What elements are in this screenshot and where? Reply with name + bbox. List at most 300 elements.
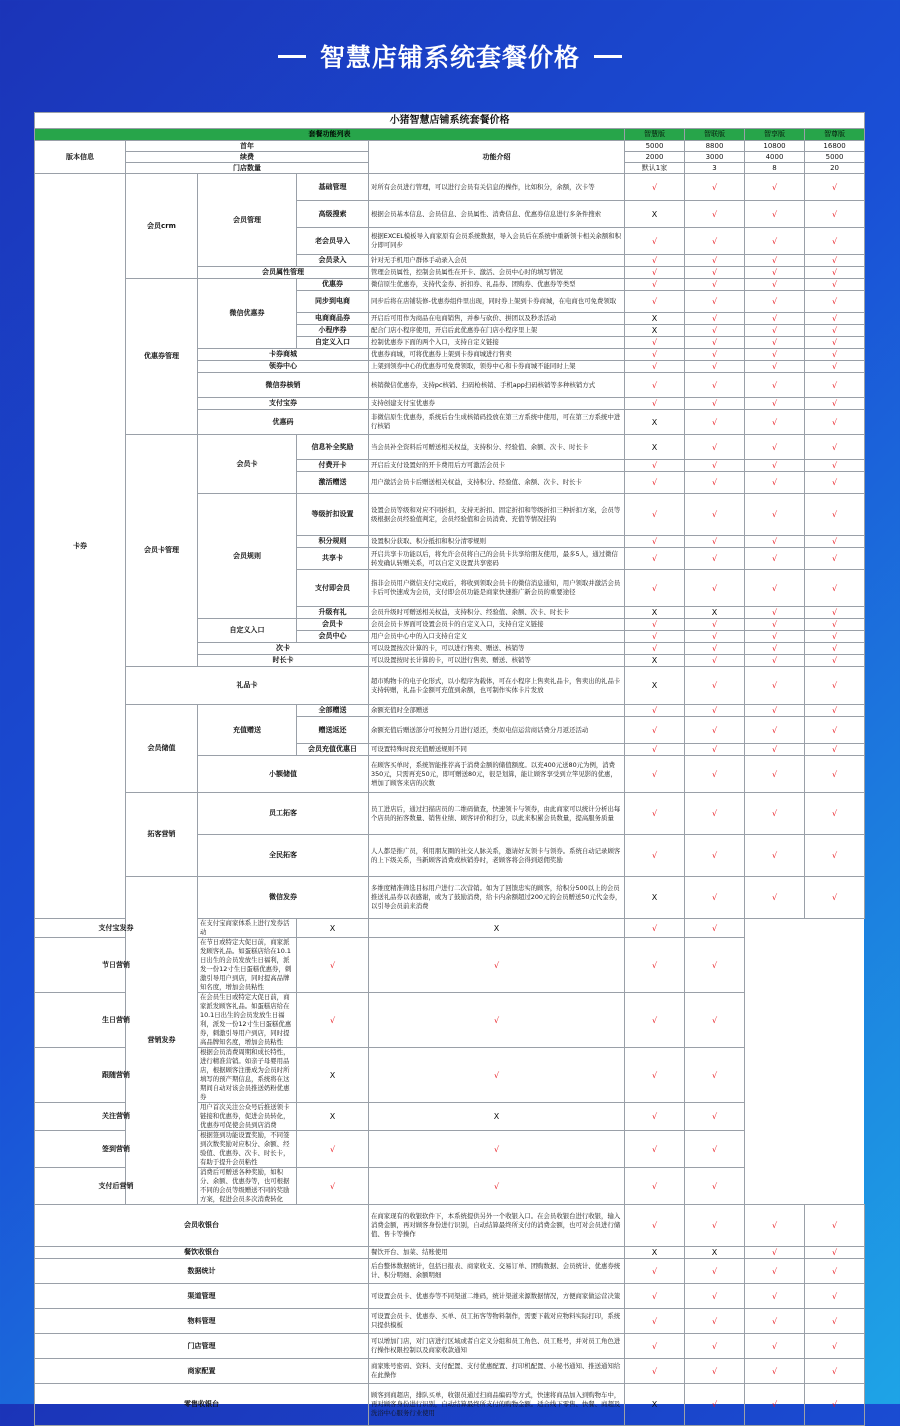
group-label: 卡券 xyxy=(35,174,126,919)
check-mark: √ xyxy=(369,993,625,1048)
check-mark: √ xyxy=(805,472,865,494)
check-mark: √ xyxy=(685,1259,745,1284)
feature-description: 可以设置按次计算的卡，可以进行售卖、赠送、核销等 xyxy=(369,643,625,655)
feature-label: 卡券商城 xyxy=(198,349,369,361)
group-label: 优惠券管理 xyxy=(126,279,198,435)
check-mark: √ xyxy=(685,494,745,536)
feature-row xyxy=(35,1103,865,1131)
check-mark: √ xyxy=(685,325,745,337)
check-mark: √ xyxy=(369,1168,625,1205)
check-mark: √ xyxy=(685,1168,745,1205)
cross-mark: X xyxy=(625,877,685,919)
page-title: 智慧店铺系统套餐价格 xyxy=(319,43,580,72)
check-mark: √ xyxy=(625,938,685,993)
feature-description: 当会员补全资料后可赠送相关权益，支持积分、经验值、余额、次卡、时长卡 xyxy=(369,435,625,460)
feature-row xyxy=(35,793,865,835)
feature-label: 微信发券 xyxy=(198,877,369,919)
feature-label: 小程序券 xyxy=(297,325,369,337)
feature-label: 电商商品券 xyxy=(297,313,369,325)
check-mark: √ xyxy=(805,1284,865,1309)
check-mark: √ xyxy=(805,744,865,756)
check-mark: √ xyxy=(685,1284,745,1309)
check-mark: √ xyxy=(297,938,369,993)
check-mark: √ xyxy=(625,756,685,793)
feature-row xyxy=(35,667,865,705)
check-mark: √ xyxy=(805,607,865,619)
cross-mark: X xyxy=(369,919,625,938)
feature-description: 开启后支付设置好的开卡费用后方可激活会员卡 xyxy=(369,460,625,472)
check-mark: √ xyxy=(625,1103,685,1131)
feature-label: 老会员导入 xyxy=(297,228,369,255)
price-value: 3 xyxy=(685,163,745,174)
feature-label: 渠道管理 xyxy=(35,1284,369,1309)
feature-description: 针对无手机用户群体手动录入会员 xyxy=(369,255,625,267)
page-banner xyxy=(0,0,900,112)
cross-mark: X xyxy=(297,919,369,938)
check-mark: √ xyxy=(297,1131,369,1168)
feature-label: 赠送返还 xyxy=(297,717,369,744)
feature-label: 小额储值 xyxy=(198,756,369,793)
check-mark: √ xyxy=(805,174,865,201)
check-mark: √ xyxy=(685,717,745,744)
check-mark: √ xyxy=(625,744,685,756)
check-mark: √ xyxy=(625,398,685,410)
edition-header: 智尊版 xyxy=(805,129,865,141)
check-mark: √ xyxy=(685,472,745,494)
check-mark: √ xyxy=(805,667,865,705)
check-mark: √ xyxy=(625,1205,685,1247)
check-mark: √ xyxy=(805,536,865,548)
check-mark: √ xyxy=(745,793,805,835)
feature-description: 超市购物卡的电子化形式，以小程序为载体，可在小程序上售卖礼品卡，售卖出的礼品卡支持转赠，礼品卡金额可充值到余额，也可制作实体卡片发放 xyxy=(369,667,625,705)
check-mark: √ xyxy=(685,919,745,938)
check-mark: √ xyxy=(685,744,745,756)
check-mark: √ xyxy=(685,631,745,643)
check-mark: √ xyxy=(805,705,865,717)
check-mark: √ xyxy=(745,1359,805,1384)
feature-row xyxy=(35,877,865,919)
feature-row xyxy=(35,1359,865,1384)
feature-label: 会员录入 xyxy=(297,255,369,267)
price-value: 默认1家 xyxy=(625,163,685,174)
check-mark: √ xyxy=(625,361,685,373)
cross-mark: X xyxy=(297,1103,369,1131)
feature-description: 非微信原生优惠券，系统后台生成核销码投放在第三方系统中使用，可在第三方系统中进行核销 xyxy=(369,410,625,435)
group-label: 会员卡管理 xyxy=(126,435,198,667)
check-mark: √ xyxy=(745,667,805,705)
group-label: 会员储值 xyxy=(126,705,198,793)
feature-label: 同步到电商 xyxy=(297,291,369,313)
check-mark: √ xyxy=(745,643,805,655)
check-mark: √ xyxy=(805,548,865,570)
check-mark: √ xyxy=(805,373,865,398)
check-mark: √ xyxy=(685,705,745,717)
feature-description: 根据EXCEL模板导入商家原有会员系统数据，导入会员后在系统中重新领卡相关余额和积分即可同步 xyxy=(369,228,625,255)
feature-description: 可以增加门店，对门店进行区域或者自定义分组和员工角色、员工账号，并对员工角色进行操作权限控制以及商家收款通知 xyxy=(369,1334,625,1359)
feature-row xyxy=(35,705,865,717)
group-label: 会员crm xyxy=(126,174,198,279)
feature-label: 信息补全奖励 xyxy=(297,435,369,460)
feature-label: 高级搜索 xyxy=(297,201,369,228)
feature-description: 消费后可赠送各种奖励，如积分、余额、优惠券等，也可根据不同的会员等级赠送不同的奖励方案，促进会员多次消费转化 xyxy=(198,1168,297,1205)
check-mark: √ xyxy=(625,793,685,835)
check-mark: √ xyxy=(369,1048,625,1103)
check-mark: √ xyxy=(625,1359,685,1384)
check-mark: √ xyxy=(685,1131,745,1168)
check-mark: √ xyxy=(805,643,865,655)
feature-row xyxy=(35,1205,865,1247)
check-mark: √ xyxy=(685,435,745,460)
price-row xyxy=(35,141,865,152)
check-mark: √ xyxy=(805,1205,865,1247)
check-mark: √ xyxy=(625,570,685,607)
feature-description: 在支付宝商家体系上进行发券活动 xyxy=(198,919,297,938)
price-value: 5000 xyxy=(805,152,865,163)
price-value: 16800 xyxy=(805,141,865,152)
feature-description: 可设置会员卡、优惠券等不同渠道二维码，统计渠道来源数据情况，方便商家做运营决策 xyxy=(369,1284,625,1309)
check-mark: √ xyxy=(745,255,805,267)
price-row-label: 续费 xyxy=(126,152,369,163)
check-mark: √ xyxy=(805,619,865,631)
feature-label: 商家配置 xyxy=(35,1359,369,1384)
feature-label: 员工拓客 xyxy=(198,793,369,835)
check-mark: √ xyxy=(745,756,805,793)
feature-description: 管理会员属性，控制会员属性在开卡、激活、会员中心时的填写情况 xyxy=(369,267,625,279)
check-mark: √ xyxy=(685,174,745,201)
check-mark: √ xyxy=(625,1168,685,1205)
price-value: 8800 xyxy=(685,141,745,152)
check-mark: √ xyxy=(745,705,805,717)
check-mark: √ xyxy=(745,548,805,570)
check-mark: √ xyxy=(745,361,805,373)
check-mark: √ xyxy=(685,373,745,398)
price-value: 10800 xyxy=(745,141,805,152)
check-mark: √ xyxy=(685,643,745,655)
feature-description: 员工进店后，通过扫描店员的二维码做查，快速领卡与领券，由此商家可以统计分析出每个店员的拓客数量、销售业绩、顾客评价和打分，以此来积累会员数量，提高服务质量 xyxy=(369,793,625,835)
check-mark: √ xyxy=(625,494,685,536)
price-value: 5000 xyxy=(625,141,685,152)
check-mark: √ xyxy=(745,494,805,536)
feature-row xyxy=(35,435,865,460)
feature-description: 餐饮开台、加菜、结账使用 xyxy=(369,1247,625,1259)
feature-label: 基础管理 xyxy=(297,174,369,201)
check-mark: √ xyxy=(625,619,685,631)
check-mark: √ xyxy=(805,255,865,267)
feature-description: 可以设置按时长计算的卡，可以进行售卖、赠送、核销等 xyxy=(369,655,625,667)
cross-mark: X xyxy=(625,201,685,228)
feature-description: 会员会员卡界面可设置会员卡的自定义入口，支持自定义链接 xyxy=(369,619,625,631)
feature-label: 物料管理 xyxy=(35,1309,369,1334)
check-mark: √ xyxy=(745,174,805,201)
check-mark: √ xyxy=(745,291,805,313)
check-mark: √ xyxy=(685,536,745,548)
check-mark: √ xyxy=(745,398,805,410)
cross-mark: X xyxy=(625,410,685,435)
check-mark: √ xyxy=(685,1309,745,1334)
check-mark: √ xyxy=(625,548,685,570)
feature-description: 根据签到功能设置奖励，不同签到次数奖励对应积分、余额、经验值、优惠券、次卡、时长卡，有助于提升会员粘性 xyxy=(198,1131,297,1168)
version-info-label: 版本信息 xyxy=(35,141,126,174)
check-mark: √ xyxy=(805,494,865,536)
check-mark: √ xyxy=(625,1259,685,1284)
feature-description: 多维度精准筛选目标用户进行二次营销。如为了回馈忠实的顾客，给积分500以上的会员推送礼品券以表感谢，或为了鼓励消费，给卡内余额超过200元的会员赠送50元代金券，以引导会员前来消费 xyxy=(369,877,625,919)
check-mark: √ xyxy=(685,756,745,793)
feature-label: 生日营销 xyxy=(35,993,198,1048)
check-mark: √ xyxy=(805,460,865,472)
group-label: 充值赠送 xyxy=(198,705,297,756)
check-mark: √ xyxy=(745,631,805,643)
feature-label: 优惠码 xyxy=(198,410,369,435)
check-mark: √ xyxy=(745,313,805,325)
feature-description: 核销微信优惠券，支持pc核销、扫码枪核销、手机app扫码核销等多种核销方式 xyxy=(369,373,625,398)
check-mark: √ xyxy=(685,228,745,255)
check-mark: √ xyxy=(685,570,745,607)
price-row-label: 门店数量 xyxy=(126,163,369,174)
check-mark: √ xyxy=(297,1168,369,1205)
check-mark: √ xyxy=(745,228,805,255)
check-mark: √ xyxy=(805,1309,865,1334)
check-mark: √ xyxy=(625,919,685,938)
check-mark: √ xyxy=(625,228,685,255)
check-mark: √ xyxy=(745,337,805,349)
check-mark: √ xyxy=(625,291,685,313)
check-mark: √ xyxy=(805,631,865,643)
feature-label: 数据统计 xyxy=(35,1259,369,1284)
feature-row xyxy=(35,174,865,201)
check-mark: √ xyxy=(745,472,805,494)
check-mark: √ xyxy=(685,1103,745,1131)
check-mark: √ xyxy=(745,1384,805,1426)
check-mark: √ xyxy=(745,607,805,619)
feature-label: 门店管理 xyxy=(35,1334,369,1359)
feature-row xyxy=(35,1284,865,1309)
feature-description: 设置积分获取、积分抵扣和积分清零规则 xyxy=(369,536,625,548)
feature-label: 会员属性管理 xyxy=(198,267,369,279)
feature-description: 设置会员等级和对应不同折扣，支持无折扣、固定折扣和等级折扣三种折扣方案，会员等级根据会员经验值判定，会员经验值和会员消费、充值等情况挂钩 xyxy=(369,494,625,536)
check-mark: √ xyxy=(685,349,745,361)
check-mark: √ xyxy=(745,717,805,744)
cross-mark: X xyxy=(625,1247,685,1259)
cross-mark: X xyxy=(685,607,745,619)
check-mark: √ xyxy=(625,835,685,877)
feature-description: 根据会员消费周期和成长特性，进行精准营销。如亲子母婴用品店，根据顾客注册成为会员时所填写的预产期信息，系统将在这期间自动对该会员推送奶粉优惠券 xyxy=(198,1048,297,1103)
feature-label: 支付宝券 xyxy=(198,398,369,410)
check-mark: √ xyxy=(685,938,745,993)
check-mark: √ xyxy=(625,717,685,744)
feature-description: 根据会员基本信息、会员信息、会员属性、消费信息、优惠券信息进行多条件搜索 xyxy=(369,201,625,228)
price-value: 8 xyxy=(745,163,805,174)
check-mark: √ xyxy=(685,1334,745,1359)
feature-label: 全部赠送 xyxy=(297,705,369,717)
check-mark: √ xyxy=(745,835,805,877)
feature-description: 用户激活会员卡后赠送相关权益，支持积分、经验值、余额、次卡、时长卡 xyxy=(369,472,625,494)
check-mark: √ xyxy=(685,410,745,435)
feature-label: 积分规则 xyxy=(297,536,369,548)
cross-mark: X xyxy=(685,1247,745,1259)
check-mark: √ xyxy=(625,705,685,717)
check-mark: √ xyxy=(745,570,805,607)
table-title: 小猪智慧店铺系统套餐价格 xyxy=(35,113,865,129)
cross-mark: X xyxy=(625,435,685,460)
check-mark: √ xyxy=(805,1247,865,1259)
check-mark: √ xyxy=(745,619,805,631)
feature-label: 领券中心 xyxy=(198,361,369,373)
check-mark: √ xyxy=(625,472,685,494)
check-mark: √ xyxy=(625,1334,685,1359)
feature-description: 商家账号密码、资料、支付配置、支付优惠配置、打印机配置、小秘书通知、推送通知给在此操作 xyxy=(369,1359,625,1384)
feature-label: 等级折扣设置 xyxy=(297,494,369,536)
feature-row xyxy=(35,1259,865,1284)
feature-description: 顾客到商超店，排队买单，收银员通过扫商品编码等方式，快速将商品加入到购物车中，再对顾客身份进行识别，自动结算最终所支付的购物金额。适合线下零售、快餐、商超及洗浴中心服务行业使用 xyxy=(369,1384,625,1426)
check-mark: √ xyxy=(685,313,745,325)
feature-label: 会员充值优惠日 xyxy=(297,744,369,756)
feature-label: 支付后营销 xyxy=(35,1168,198,1205)
feature-label: 签到营销 xyxy=(35,1131,198,1168)
feature-description: 在会员生日或特定大促日前，商家派发顾客礼品。如蛋糕店给在10.1日出生的会员发放生日福利，派发一份12寸生日蛋糕优惠券，刺激引导用户到店，同时提高品牌知名度，增加会员粘性 xyxy=(198,993,297,1048)
feature-row xyxy=(35,1334,865,1359)
check-mark: √ xyxy=(745,267,805,279)
check-mark: √ xyxy=(625,1284,685,1309)
cross-mark: X xyxy=(297,1048,369,1103)
feature-label: 关注营销 xyxy=(35,1103,198,1131)
pricing-table xyxy=(34,112,865,1426)
check-mark: √ xyxy=(625,460,685,472)
feature-description: 后台整体数据统计，包括日报表、商家收支、交易订单、团购数据、会员统计、优惠券统计、积分明细、余额明细 xyxy=(369,1259,625,1284)
feature-description: 开启后可用作为商品在电商销售，并参与砍价、拼团以及秒杀活动 xyxy=(369,313,625,325)
feature-description: 用户会员中心中的入口支持自定义 xyxy=(369,631,625,643)
check-mark: √ xyxy=(625,1048,685,1103)
check-mark: √ xyxy=(805,835,865,877)
check-mark: √ xyxy=(625,349,685,361)
group-label: 拓客营销 xyxy=(126,793,198,877)
check-mark: √ xyxy=(745,279,805,291)
price-value: 4000 xyxy=(745,152,805,163)
feature-label: 自定义入口 xyxy=(297,337,369,349)
banner-dash-left xyxy=(278,55,306,58)
check-mark: √ xyxy=(625,255,685,267)
feature-row xyxy=(35,279,865,291)
check-mark: √ xyxy=(745,1259,805,1284)
feature-row xyxy=(35,938,865,993)
check-mark: √ xyxy=(685,1205,745,1247)
group-label: 会员规则 xyxy=(198,494,297,619)
check-mark: √ xyxy=(745,744,805,756)
check-mark: √ xyxy=(625,1309,685,1334)
check-mark: √ xyxy=(805,337,865,349)
check-mark: √ xyxy=(685,667,745,705)
feature-row xyxy=(35,1131,865,1168)
feature-label: 跟随营销 xyxy=(35,1048,198,1103)
feature-description: 余额充值时全部赠送 xyxy=(369,705,625,717)
check-mark: √ xyxy=(685,1048,745,1103)
check-mark: √ xyxy=(745,536,805,548)
check-mark: √ xyxy=(685,793,745,835)
feature-label: 付费开卡 xyxy=(297,460,369,472)
check-mark: √ xyxy=(625,267,685,279)
pricing-sheet xyxy=(34,112,864,1417)
feature-label: 会员收银台 xyxy=(35,1205,369,1247)
check-mark: √ xyxy=(805,570,865,607)
feature-label: 会员卡 xyxy=(297,619,369,631)
cross-mark: X xyxy=(625,655,685,667)
check-mark: √ xyxy=(805,361,865,373)
feature-list-header: 套餐功能列表 xyxy=(35,129,625,141)
check-mark: √ xyxy=(805,435,865,460)
check-mark: √ xyxy=(745,349,805,361)
edition-header: 智联版 xyxy=(685,129,745,141)
check-mark: √ xyxy=(685,548,745,570)
cross-mark: X xyxy=(369,1103,625,1131)
feature-description: 在商家现有的收银软件下，本系统提供另外一个收银入口。在会员收银台进行收银，输入消费金额，再对顾客身份进行识别，自动结算最终所支付的消费金额，也可对会员进行储值、售卡等操作 xyxy=(369,1205,625,1247)
check-mark: √ xyxy=(625,631,685,643)
cross-mark: X xyxy=(625,313,685,325)
check-mark: √ xyxy=(745,201,805,228)
check-mark: √ xyxy=(805,398,865,410)
check-mark: √ xyxy=(805,228,865,255)
feature-description: 指非会员用户微信支付完成后，将收到领取会员卡的微信消息通知，用户领取并激活会员卡后可快速成为会员，支付即会员功能是商家快速推广新会员的重要途径 xyxy=(369,570,625,607)
feature-description: 微信原生优惠券，支持代金券、折扣券、礼品券、团购券、优惠券等类型 xyxy=(369,279,625,291)
price-value: 3000 xyxy=(685,152,745,163)
check-mark: √ xyxy=(745,1284,805,1309)
check-mark: √ xyxy=(685,255,745,267)
check-mark: √ xyxy=(805,279,865,291)
check-mark: √ xyxy=(625,279,685,291)
check-mark: √ xyxy=(805,201,865,228)
check-mark: √ xyxy=(805,655,865,667)
group-label: 自定义入口 xyxy=(198,619,297,643)
check-mark: √ xyxy=(745,460,805,472)
check-mark: √ xyxy=(369,1131,625,1168)
check-mark: √ xyxy=(805,349,865,361)
check-mark: √ xyxy=(625,373,685,398)
intro-header: 功能介绍 xyxy=(369,141,625,174)
check-mark: √ xyxy=(805,410,865,435)
check-mark: √ xyxy=(745,325,805,337)
cross-mark: X xyxy=(625,607,685,619)
check-mark: √ xyxy=(805,877,865,919)
check-mark: √ xyxy=(685,877,745,919)
feature-row xyxy=(35,1384,865,1426)
check-mark: √ xyxy=(369,938,625,993)
check-mark: √ xyxy=(685,460,745,472)
cross-mark: X xyxy=(625,325,685,337)
check-mark: √ xyxy=(297,993,369,1048)
feature-label: 升级有礼 xyxy=(297,607,369,619)
feature-label: 微信券核销 xyxy=(198,373,369,398)
feature-description: 可设置会员卡、优惠券、买单、员工拓客等物料制作，需要下载对应物料实际打印，系统只提供模板 xyxy=(369,1309,625,1334)
check-mark: √ xyxy=(685,1359,745,1384)
check-mark: √ xyxy=(745,655,805,667)
feature-description: 同步后将在店铺装修-优惠券组件里出现，同时券上架到卡券商城，在电商也可免费领取 xyxy=(369,291,625,313)
check-mark: √ xyxy=(685,655,745,667)
check-mark: √ xyxy=(805,1359,865,1384)
feature-description: 开启共享卡功能以后，将允许会员将自己的会员卡共享给朋友使用，最多5人，通过微信转发确认转赠关系，可以自定义设置共享密码 xyxy=(369,548,625,570)
feature-description: 人人都是推广员，利用朋友圈的社交人脉关系，邀请好友领卡与领券。系统自动记录顾客的上下级关系，当新顾客消费或核销券时，老顾客将会得到返佣奖励 xyxy=(369,835,625,877)
group-label: 会员卡 xyxy=(198,435,297,494)
feature-description: 对所有会员进行管理，可以进行会员有关信息的操作，比如积分，余额，次卡等 xyxy=(369,174,625,201)
check-mark: √ xyxy=(745,1247,805,1259)
feature-label: 全民拓客 xyxy=(198,835,369,877)
check-mark: √ xyxy=(685,398,745,410)
edition-header: 智慧版 xyxy=(625,129,685,141)
check-mark: √ xyxy=(745,1309,805,1334)
feature-label: 零售收银台 xyxy=(35,1384,369,1426)
feature-description: 在顾客买单时，系统智能推荐高于消费金额的储值额度。以充400元送80元为例，消费350元，只需再充50元，即可赠送80元，很是划算，能让顾客享受到立竿见影的优惠，增加了顾客来店的次数 xyxy=(369,756,625,793)
edition-header: 智享版 xyxy=(745,129,805,141)
check-mark: √ xyxy=(685,361,745,373)
feature-label: 会员中心 xyxy=(297,631,369,643)
feature-label: 支付即会员 xyxy=(297,570,369,607)
